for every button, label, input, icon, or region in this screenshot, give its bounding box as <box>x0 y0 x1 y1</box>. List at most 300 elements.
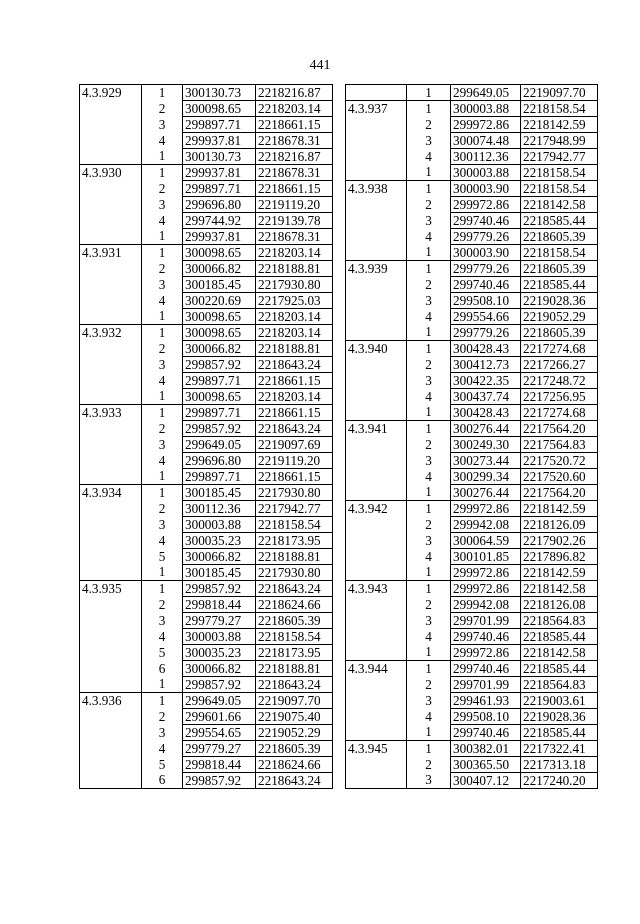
y-coordinate: 2218173.95 <box>256 645 333 661</box>
x-coordinate: 299972.86 <box>451 565 521 581</box>
parcel-id <box>80 453 142 469</box>
x-coordinate: 299554.65 <box>183 725 256 741</box>
x-coordinate: 299897.71 <box>183 405 256 421</box>
y-coordinate: 2217520.72 <box>521 453 598 469</box>
point-number: 3 <box>407 693 451 709</box>
table-row <box>346 437 598 453</box>
point-number: 3 <box>407 773 451 789</box>
point-number: 4 <box>407 709 451 725</box>
parcel-id: 4.3.940 <box>346 341 407 357</box>
table-row <box>346 501 598 517</box>
point-number: 2 <box>407 437 451 453</box>
table-row <box>346 357 598 373</box>
x-coordinate: 300003.88 <box>451 101 521 117</box>
parcel-id <box>346 117 407 133</box>
parcel-id <box>346 677 407 693</box>
parcel-id <box>80 565 142 581</box>
parcel-id <box>346 325 407 341</box>
point-number: 1 <box>407 421 451 437</box>
table-row <box>346 549 598 565</box>
x-coordinate: 300003.90 <box>451 245 521 261</box>
y-coordinate: 2218585.44 <box>521 629 598 645</box>
x-coordinate: 299740.46 <box>451 661 521 677</box>
table-row <box>346 341 598 357</box>
point-number: 1 <box>142 677 183 693</box>
y-coordinate: 2218643.24 <box>256 421 333 437</box>
x-coordinate: 300220.69 <box>183 293 256 309</box>
y-coordinate: 2219097.70 <box>521 85 598 101</box>
parcel-id: 4.3.932 <box>80 325 142 341</box>
table-row <box>80 741 333 757</box>
parcel-id <box>80 645 142 661</box>
y-coordinate: 2218585.44 <box>521 277 598 293</box>
parcel-id: 4.3.931 <box>80 245 142 261</box>
table-row <box>80 277 333 293</box>
table-row <box>346 117 598 133</box>
y-coordinate: 2217256.95 <box>521 389 598 405</box>
y-coordinate: 2217266.27 <box>521 357 598 373</box>
parcel-id: 4.3.942 <box>346 501 407 517</box>
y-coordinate: 2218605.39 <box>256 741 333 757</box>
parcel-id: 4.3.944 <box>346 661 407 677</box>
table-row <box>346 277 598 293</box>
x-coordinate: 300185.45 <box>183 565 256 581</box>
x-coordinate: 299696.80 <box>183 453 256 469</box>
parcel-id <box>346 309 407 325</box>
y-coordinate: 2217248.72 <box>521 373 598 389</box>
x-coordinate: 299701.99 <box>451 613 521 629</box>
table-row <box>80 357 333 373</box>
right-table-body <box>346 85 598 789</box>
y-coordinate: 2218643.24 <box>256 677 333 693</box>
table-row <box>346 517 598 533</box>
parcel-id: 4.3.935 <box>80 581 142 597</box>
point-number: 3 <box>142 437 183 453</box>
point-number: 1 <box>407 181 451 197</box>
table-row <box>346 197 598 213</box>
x-coordinate: 299779.26 <box>451 229 521 245</box>
table-row <box>346 165 598 181</box>
x-coordinate: 300066.82 <box>183 549 256 565</box>
point-number: 1 <box>407 581 451 597</box>
y-coordinate: 2218158.54 <box>521 181 598 197</box>
point-number: 1 <box>142 469 183 485</box>
point-number: 1 <box>142 165 183 181</box>
table-row <box>346 677 598 693</box>
parcel-id <box>80 661 142 677</box>
point-number: 6 <box>142 661 183 677</box>
y-coordinate: 2219119.20 <box>256 453 333 469</box>
y-coordinate: 2217942.77 <box>521 149 598 165</box>
table-row <box>80 325 333 341</box>
x-coordinate: 300365.50 <box>451 757 521 773</box>
parcel-id <box>80 341 142 357</box>
x-coordinate: 299508.10 <box>451 293 521 309</box>
parcel-id <box>346 453 407 469</box>
table-row <box>346 85 598 101</box>
table-row <box>80 437 333 453</box>
point-number: 2 <box>142 341 183 357</box>
parcel-id <box>80 261 142 277</box>
table-row <box>80 213 333 229</box>
x-coordinate: 299461.93 <box>451 693 521 709</box>
x-coordinate: 300185.45 <box>183 277 256 293</box>
table-row <box>346 245 598 261</box>
table-row <box>80 149 333 165</box>
table-row <box>80 517 333 533</box>
parcel-id <box>346 533 407 549</box>
parcel-id <box>80 549 142 565</box>
table-row <box>80 597 333 613</box>
point-number: 4 <box>407 469 451 485</box>
point-number: 1 <box>142 389 183 405</box>
table-row <box>346 629 598 645</box>
parcel-id <box>80 773 142 789</box>
x-coordinate: 300003.90 <box>451 181 521 197</box>
parcel-id <box>346 485 407 501</box>
point-number: 4 <box>142 213 183 229</box>
table-row <box>80 405 333 421</box>
x-coordinate: 300276.44 <box>451 485 521 501</box>
point-number: 1 <box>407 325 451 341</box>
table-row <box>346 293 598 309</box>
x-coordinate: 300098.65 <box>183 389 256 405</box>
x-coordinate: 299897.71 <box>183 373 256 389</box>
parcel-id <box>346 725 407 741</box>
x-coordinate: 299740.46 <box>451 725 521 741</box>
table-row <box>346 421 598 437</box>
y-coordinate: 2218585.44 <box>521 213 598 229</box>
table-row <box>80 533 333 549</box>
point-number: 3 <box>142 613 183 629</box>
y-coordinate: 2217925.03 <box>256 293 333 309</box>
parcel-id <box>80 677 142 693</box>
table-row <box>80 373 333 389</box>
y-coordinate: 2217902.26 <box>521 533 598 549</box>
point-number: 2 <box>407 597 451 613</box>
table-row <box>80 245 333 261</box>
parcel-id <box>80 197 142 213</box>
y-coordinate: 2219075.40 <box>256 709 333 725</box>
table-row <box>80 165 333 181</box>
parcel-id <box>80 421 142 437</box>
y-coordinate: 2219028.36 <box>521 293 598 309</box>
point-number: 3 <box>142 517 183 533</box>
y-coordinate: 2217564.83 <box>521 437 598 453</box>
table-row <box>346 181 598 197</box>
point-number: 1 <box>407 341 451 357</box>
point-number: 1 <box>407 245 451 261</box>
point-number: 4 <box>142 741 183 757</box>
table-row <box>80 293 333 309</box>
point-number: 1 <box>142 149 183 165</box>
parcel-id <box>346 389 407 405</box>
table-row <box>80 453 333 469</box>
point-number: 2 <box>142 181 183 197</box>
y-coordinate: 2218188.81 <box>256 261 333 277</box>
table-row <box>346 405 598 421</box>
parcel-id <box>80 757 142 773</box>
x-coordinate: 299857.92 <box>183 773 256 789</box>
parcel-id <box>346 565 407 581</box>
y-coordinate: 2218605.39 <box>521 325 598 341</box>
table-row <box>80 309 333 325</box>
y-coordinate: 2218203.14 <box>256 389 333 405</box>
x-coordinate: 299897.71 <box>183 117 256 133</box>
y-coordinate: 2218605.39 <box>521 261 598 277</box>
point-number: 2 <box>142 709 183 725</box>
x-coordinate: 300035.23 <box>183 533 256 549</box>
x-coordinate: 300382.01 <box>451 741 521 757</box>
table-row <box>346 325 598 341</box>
coordinate-table-right <box>345 84 598 789</box>
y-coordinate: 2219052.29 <box>256 725 333 741</box>
x-coordinate: 299696.80 <box>183 197 256 213</box>
y-coordinate: 2218661.15 <box>256 181 333 197</box>
table-row <box>80 261 333 277</box>
y-coordinate: 2218142.58 <box>521 645 598 661</box>
point-number: 1 <box>407 501 451 517</box>
point-number: 1 <box>142 485 183 501</box>
y-coordinate: 2218678.31 <box>256 133 333 149</box>
parcel-id: 4.3.938 <box>346 181 407 197</box>
parcel-id <box>80 117 142 133</box>
table-row <box>80 565 333 581</box>
x-coordinate: 299740.46 <box>451 277 521 293</box>
parcel-id <box>80 389 142 405</box>
table-row <box>80 181 333 197</box>
x-coordinate: 299857.92 <box>183 357 256 373</box>
parcel-id <box>346 85 407 101</box>
x-coordinate: 300437.74 <box>451 389 521 405</box>
table-row <box>346 149 598 165</box>
y-coordinate: 2219028.36 <box>521 709 598 725</box>
table-row <box>80 629 333 645</box>
x-coordinate: 299857.92 <box>183 677 256 693</box>
table-row <box>346 757 598 773</box>
point-number: 4 <box>407 629 451 645</box>
parcel-id <box>346 757 407 773</box>
page-number: 441 <box>309 58 331 73</box>
parcel-id: 4.3.933 <box>80 405 142 421</box>
table-row <box>80 389 333 405</box>
y-coordinate: 2218188.81 <box>256 341 333 357</box>
x-coordinate: 300003.88 <box>451 165 521 181</box>
point-number: 1 <box>407 261 451 277</box>
x-coordinate: 299937.81 <box>183 229 256 245</box>
y-coordinate: 2218158.54 <box>256 629 333 645</box>
point-number: 4 <box>142 533 183 549</box>
table-row <box>346 533 598 549</box>
x-coordinate: 299701.99 <box>451 677 521 693</box>
table-row <box>346 229 598 245</box>
table-row <box>346 597 598 613</box>
x-coordinate: 300003.88 <box>183 517 256 533</box>
parcel-id <box>346 693 407 709</box>
table-row <box>80 581 333 597</box>
point-number: 2 <box>142 261 183 277</box>
parcel-id <box>346 165 407 181</box>
x-coordinate: 299740.46 <box>451 629 521 645</box>
y-coordinate: 2218203.14 <box>256 101 333 117</box>
table-row <box>346 261 598 277</box>
point-number: 3 <box>407 293 451 309</box>
point-number: 1 <box>142 581 183 597</box>
y-coordinate: 2218126.08 <box>521 597 598 613</box>
parcel-id <box>80 133 142 149</box>
table-row <box>80 469 333 485</box>
parcel-id: 4.3.941 <box>346 421 407 437</box>
x-coordinate: 299857.92 <box>183 421 256 437</box>
parcel-id <box>80 725 142 741</box>
parcel-id <box>80 293 142 309</box>
y-coordinate: 2217240.20 <box>521 773 598 789</box>
parcel-id <box>80 357 142 373</box>
x-coordinate: 300130.73 <box>183 149 256 165</box>
parcel-id <box>346 437 407 453</box>
x-coordinate: 299942.08 <box>451 517 521 533</box>
y-coordinate: 2218678.31 <box>256 229 333 245</box>
table-row <box>80 725 333 741</box>
coordinate-table-left <box>79 84 333 789</box>
y-coordinate: 2217564.20 <box>521 485 598 501</box>
point-number: 4 <box>142 629 183 645</box>
point-number: 1 <box>142 245 183 261</box>
x-coordinate: 300412.73 <box>451 357 521 373</box>
point-number: 4 <box>142 373 183 389</box>
point-number: 3 <box>142 357 183 373</box>
parcel-id <box>80 229 142 245</box>
point-number: 4 <box>407 149 451 165</box>
point-number: 3 <box>407 533 451 549</box>
x-coordinate: 299972.86 <box>451 117 521 133</box>
y-coordinate: 2217322.41 <box>521 741 598 757</box>
point-number: 2 <box>142 597 183 613</box>
parcel-id <box>346 229 407 245</box>
parcel-id: 4.3.939 <box>346 261 407 277</box>
parcel-id <box>346 469 407 485</box>
y-coordinate: 2218142.58 <box>521 581 598 597</box>
table-row <box>80 133 333 149</box>
table-row <box>80 549 333 565</box>
point-number: 5 <box>142 757 183 773</box>
point-number: 4 <box>142 453 183 469</box>
y-coordinate: 2218678.31 <box>256 165 333 181</box>
x-coordinate: 300066.82 <box>183 661 256 677</box>
parcel-id <box>346 773 407 789</box>
x-coordinate: 300003.88 <box>183 629 256 645</box>
parcel-id <box>80 741 142 757</box>
y-coordinate: 2218158.54 <box>256 517 333 533</box>
y-coordinate: 2219003.61 <box>521 693 598 709</box>
y-coordinate: 2218585.44 <box>521 661 598 677</box>
y-coordinate: 2217930.80 <box>256 277 333 293</box>
y-coordinate: 2218216.87 <box>256 149 333 165</box>
x-coordinate: 299554.66 <box>451 309 521 325</box>
y-coordinate: 2218605.39 <box>521 229 598 245</box>
x-coordinate: 299508.10 <box>451 709 521 725</box>
y-coordinate: 2217564.20 <box>521 421 598 437</box>
point-number: 2 <box>407 357 451 373</box>
table-row <box>80 757 333 773</box>
table-row <box>80 613 333 629</box>
point-number: 1 <box>407 741 451 757</box>
point-number: 4 <box>142 293 183 309</box>
parcel-id <box>80 517 142 533</box>
x-coordinate: 299972.86 <box>451 197 521 213</box>
parcel-id <box>346 549 407 565</box>
table-row <box>80 645 333 661</box>
x-coordinate: 299779.26 <box>451 325 521 341</box>
parcel-id <box>346 597 407 613</box>
y-coordinate: 2217930.80 <box>256 565 333 581</box>
y-coordinate: 2218643.24 <box>256 357 333 373</box>
point-number: 4 <box>407 309 451 325</box>
y-coordinate: 2218142.59 <box>521 565 598 581</box>
parcel-id <box>80 501 142 517</box>
x-coordinate: 299779.27 <box>183 741 256 757</box>
point-number: 3 <box>407 613 451 629</box>
y-coordinate: 2218188.81 <box>256 549 333 565</box>
y-coordinate: 2218188.81 <box>256 661 333 677</box>
table-row <box>80 229 333 245</box>
y-coordinate: 2218661.15 <box>256 405 333 421</box>
x-coordinate: 300074.48 <box>451 133 521 149</box>
point-number: 1 <box>142 229 183 245</box>
point-number: 3 <box>142 725 183 741</box>
point-number: 1 <box>142 85 183 101</box>
x-coordinate: 299649.05 <box>183 437 256 453</box>
x-coordinate: 299649.05 <box>451 85 521 101</box>
point-number: 1 <box>407 101 451 117</box>
x-coordinate: 300064.59 <box>451 533 521 549</box>
point-number: 3 <box>142 197 183 213</box>
parcel-id <box>346 277 407 293</box>
parcel-id <box>346 293 407 309</box>
parcel-id <box>346 213 407 229</box>
table-row <box>80 341 333 357</box>
y-coordinate: 2218158.54 <box>521 101 598 117</box>
x-coordinate: 300098.65 <box>183 101 256 117</box>
point-number: 1 <box>407 725 451 741</box>
y-coordinate: 2217930.80 <box>256 485 333 501</box>
point-number: 4 <box>407 389 451 405</box>
y-coordinate: 2218585.44 <box>521 725 598 741</box>
parcel-id: 4.3.945 <box>346 741 407 757</box>
parcel-id <box>80 149 142 165</box>
x-coordinate: 300422.35 <box>451 373 521 389</box>
y-coordinate: 2218158.54 <box>521 245 598 261</box>
parcel-id <box>346 517 407 533</box>
point-number: 3 <box>142 277 183 293</box>
point-number: 3 <box>407 133 451 149</box>
table-row <box>346 693 598 709</box>
point-number: 1 <box>142 405 183 421</box>
x-coordinate: 299857.92 <box>183 581 256 597</box>
point-number: 1 <box>407 661 451 677</box>
x-coordinate: 300249.30 <box>451 437 521 453</box>
parcel-id <box>346 645 407 661</box>
point-number: 3 <box>407 453 451 469</box>
x-coordinate: 299972.86 <box>451 645 521 661</box>
point-number: 4 <box>407 549 451 565</box>
point-number: 2 <box>407 677 451 693</box>
x-coordinate: 299779.26 <box>451 261 521 277</box>
x-coordinate: 299779.27 <box>183 613 256 629</box>
y-coordinate: 2219139.78 <box>256 213 333 229</box>
parcel-id <box>346 709 407 725</box>
y-coordinate: 2218142.59 <box>521 117 598 133</box>
